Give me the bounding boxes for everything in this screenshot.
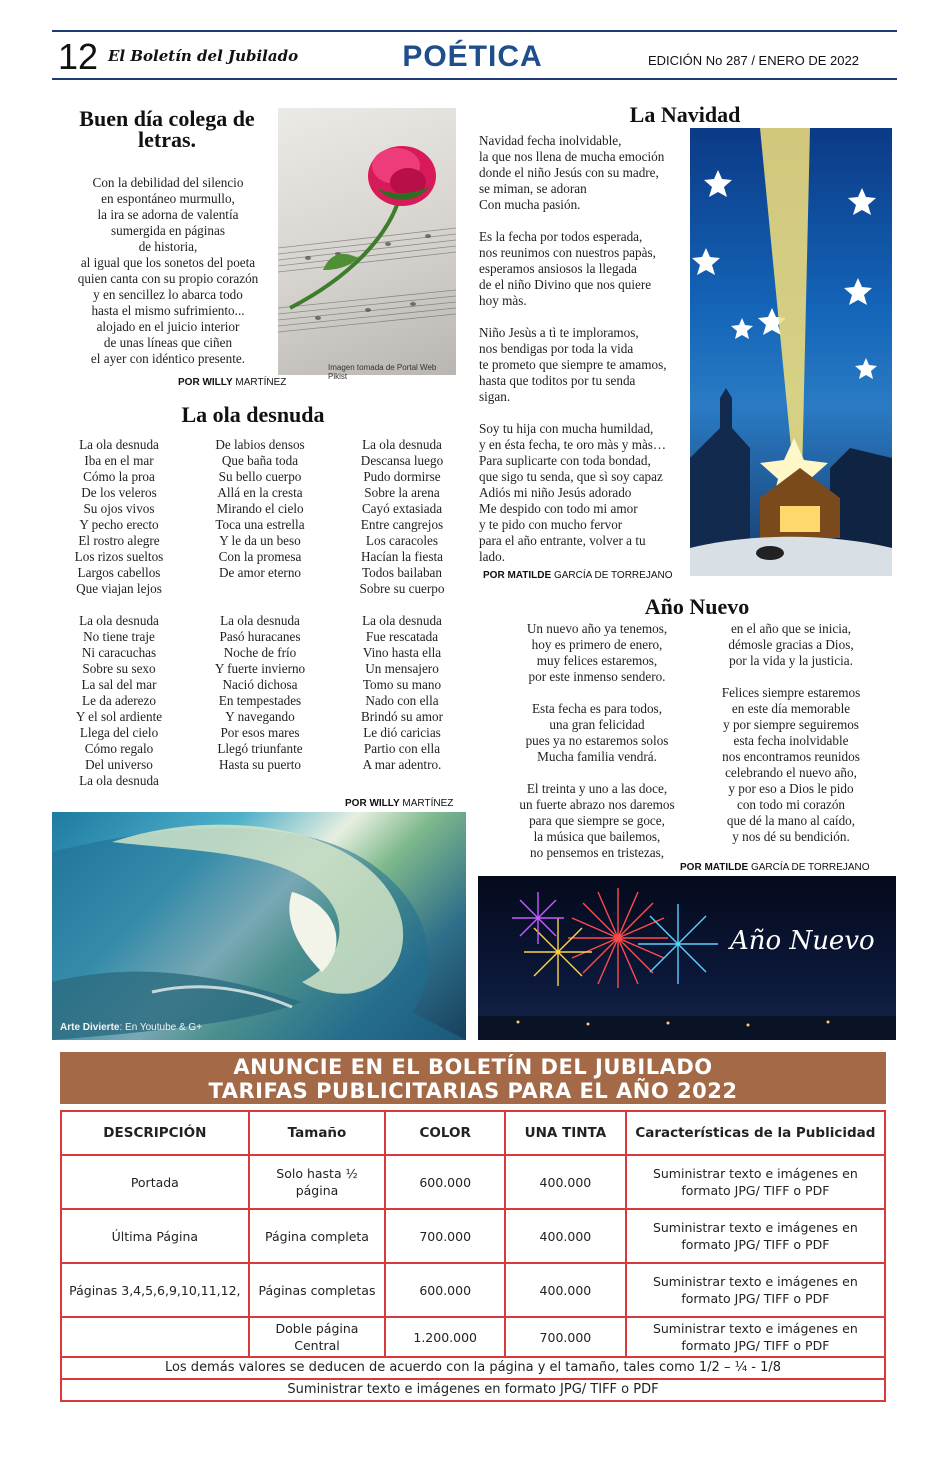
cell-tamano: Página completa bbox=[249, 1209, 386, 1263]
header-rule-bottom bbox=[52, 78, 897, 80]
poem3-text: Navidad fecha inolvidable, la que nos llena de mucha emoción donde el niño Jesús con su madre, se miman, se adoran Con mucha pasión. Es la fecha por todos esperada, nos reunimos con nuestros papàs, esperamos ansiosos la llegada de el niño Divino que nos quiere hoy màs. Niño Jesùs a tì te imploramos, nos bendigas por toda la vida te prometo que siempre te amamos, hasta que toditos por tu senda sigan. Soy tu hija con mucha humildad, y en ésta fecha, te oro màs y màs… Para suplicarte con toda bondad, que sigo tu senda, que sì soy capaz Adiós mi niño Jesús adorado Me despido con todo mi amor y te pido con mucho fervor para el año entrante, volver a tu lado. bbox=[479, 133, 667, 564]
poem2-title: La ola desnuda bbox=[181, 402, 325, 427]
ad-table-header-row bbox=[61, 1111, 885, 1155]
cell-descripcion: Portada bbox=[61, 1155, 249, 1209]
poem2-column-1: La ola desnuda Iba en el mar Cómo la proa De los veleros Su ojos vivos Y pecho erecto El rostro alegre Los rizos sueltos Largos cabellos Que viajan lejos La ola desnuda No tiene traje Ni caracuchas Sobre su sexo La sal del mar Le da aderezo Y el sol ardiente Llega del cielo Cómo regalo Del universo La ola desnuda bbox=[74, 437, 164, 788]
poem1-byline-name: MARTÍNEZ bbox=[235, 377, 287, 388]
wave-caption-bold: Arte Divierte bbox=[60, 1022, 120, 1033]
cell-descripcion: Última Página bbox=[61, 1209, 249, 1263]
header-rule-top bbox=[52, 30, 897, 32]
wave-illustration bbox=[52, 812, 466, 1040]
cell-una-tinta: 400.000 bbox=[505, 1209, 626, 1263]
poem4-byline-prefix: POR MATILDE bbox=[680, 862, 749, 873]
cell-una-tinta: 400.000 bbox=[505, 1263, 626, 1317]
header-caracteristicas: Características de la Publicidad bbox=[626, 1111, 885, 1155]
header-descripcion: DESCRIPCIÓN bbox=[61, 1111, 249, 1155]
poem1-text: Con la debilidad del silencio en espontáneo murmullo, la ira se adorna de valentía sumergida en páginas de historia, al igual que los sonetos del poeta quien canta con su propio corazón y en sencillez lo abarca todo hasta el mismo sufrimiento... alojado en el juicio interior de unas líneas que ciñen el ayer con idéntico presente. bbox=[77, 175, 259, 366]
cell-color: 600.000 bbox=[385, 1263, 505, 1317]
fireworks-image-text: Año Nuevo bbox=[730, 926, 875, 956]
header-color: COLOR bbox=[385, 1111, 505, 1155]
poem1-byline-prefix: POR WILLY bbox=[178, 377, 233, 388]
ad-rates-table bbox=[60, 1110, 886, 1402]
table-row bbox=[61, 1209, 885, 1263]
table-note-1: Los demás valores se deducen de acuerdo con la página y el tamaño, tales como 1/2 – ¼ - 1/8 bbox=[61, 1357, 885, 1379]
cell-tamano: Solo hasta ½ página bbox=[249, 1155, 386, 1209]
cell-caracteristicas: Suministrar texto e imágenes en formato JPG/ TIFF o PDF bbox=[626, 1263, 885, 1317]
wave-painting-image bbox=[52, 812, 466, 1040]
page-number: 12 bbox=[58, 36, 99, 77]
cell-descripcion: Páginas 3,4,5,6,9,10,11,12, bbox=[61, 1263, 249, 1317]
ad-banner-line-2: TARIFAS PUBLICITARIAS PARA EL AÑO 2022 bbox=[208, 1079, 738, 1103]
wave-image-caption bbox=[60, 1022, 202, 1033]
cell-una-tinta: 400.000 bbox=[505, 1155, 626, 1209]
poem3-byline bbox=[483, 570, 672, 581]
cell-caracteristicas: Suministrar texto e imágenes en formato JPG/ TIFF o PDF bbox=[626, 1209, 885, 1263]
poem3-title: La Navidad bbox=[629, 102, 741, 127]
table-row bbox=[61, 1263, 885, 1317]
cell-caracteristicas: Suministrar texto e imágenes en formato JPG/ TIFF o PDF bbox=[626, 1317, 885, 1357]
poem1-title: Buen día colega de letras. bbox=[79, 106, 255, 152]
wave-caption-rest: : En Youtube & G+ bbox=[119, 1022, 203, 1033]
poem2-byline bbox=[345, 798, 453, 809]
edition-info: EDICIÓN No 287 / ENERO DE 2022 bbox=[648, 53, 859, 68]
poem2-column-3: La ola desnuda Descansa luego Pudo dormirse Sobre la arena Cayó extasiada Entre cangrejos Los caracoles Hacían la fiesta Todos bailaban Sobre su cuerpo La ola desnuda Fue rescatada Vino hasta ella Un mensajero Tomo su mano Nado con ella Brindó su amor Le dió caricias Partio con ella A mar adentro. bbox=[359, 437, 445, 772]
fireworks-illustration bbox=[478, 876, 896, 1040]
poem3-byline-name: GARCÍA DE TORREJANO bbox=[553, 570, 673, 581]
cell-descripcion bbox=[61, 1317, 249, 1357]
nativity-illustration bbox=[690, 128, 892, 576]
table-row bbox=[61, 1317, 885, 1357]
table-row bbox=[61, 1155, 885, 1209]
poem2-byline-name: MARTÍNEZ bbox=[402, 798, 454, 809]
rose-illustration bbox=[278, 108, 456, 375]
cell-color: 1.200.000 bbox=[385, 1317, 505, 1357]
cell-color: 700.000 bbox=[385, 1209, 505, 1263]
poem4-byline-name: GARCÍA DE TORREJANO bbox=[750, 862, 870, 873]
table-note-2: Suministrar texto e imágenes en formato JPG/ TIFF o PDF bbox=[61, 1379, 885, 1401]
cell-tamano: Doble página Central bbox=[249, 1317, 386, 1357]
poem4-column-2: en el año que se inicia, démosle gracias a Dios, por la vida y la justicia. Felices siempre estaremos en este día memorable y por siempre seguiremos esta fecha inolvidable nos encontramos reunidos celebrando el nuevo año, y por eso a Dios le pido con todo mi corazón que dé la mano al caído, y nos dé su bendición. bbox=[721, 621, 861, 844]
poem4-byline bbox=[680, 862, 869, 873]
poem1-byline bbox=[178, 377, 286, 388]
fireworks-image bbox=[478, 876, 896, 1040]
poem4-title: Año Nuevo bbox=[644, 594, 750, 619]
nativity-image bbox=[690, 128, 892, 576]
header-tamano: Tamaño bbox=[249, 1111, 386, 1155]
cell-caracteristicas: Suministrar texto e imágenes en formato JPG/ TIFF o PDF bbox=[626, 1155, 885, 1209]
poem3-byline-prefix: POR MATILDE bbox=[483, 570, 552, 581]
poem2-byline-prefix: POR WILLY bbox=[345, 798, 400, 809]
cell-una-tinta: 700.000 bbox=[505, 1317, 626, 1357]
poem2-column-2: De labios densos Que baña toda Su bello cuerpo Allá en la cresta Mirando el cielo Toca una estrella Y le da un beso Con la promesa De amor eterno La ola desnuda Pasó huracanes Noche de frío Y fuerte invierno Nació dichosa En tempestades Y navegando Por esos mares Llegó triunfante Hasta su puerto bbox=[214, 437, 306, 772]
rose-image bbox=[278, 108, 456, 381]
section-title: POÉTICA bbox=[402, 40, 543, 73]
publication-name: El Boletín del Jubilado bbox=[108, 47, 299, 65]
poem4-column-1: Un nuevo año ya tenemos, hoy es primero de enero, muy felices estaremos, por este inmenso sendero. Esta fecha es para todos, una gran felicidad pues ya no estaremos solos Mucha familia vendrá. El treinta y uno a las doce, un fuerte abrazo nos daremos para que siempre se goce, la música que bailemos, no pensemos en tristezas, bbox=[519, 621, 675, 860]
cell-color: 600.000 bbox=[385, 1155, 505, 1209]
rose-image-caption: Imagen tomada de Portal Web Pikist bbox=[328, 363, 437, 381]
ad-banner-line-1: ANUNCIE EN EL BOLETÍN DEL JUBILADO bbox=[233, 1055, 713, 1079]
table-note-row bbox=[61, 1357, 885, 1379]
ad-banner bbox=[60, 1052, 886, 1104]
table-note-row bbox=[61, 1379, 885, 1401]
cell-tamano: Páginas completas bbox=[249, 1263, 386, 1317]
header-una-tinta: UNA TINTA bbox=[505, 1111, 626, 1155]
